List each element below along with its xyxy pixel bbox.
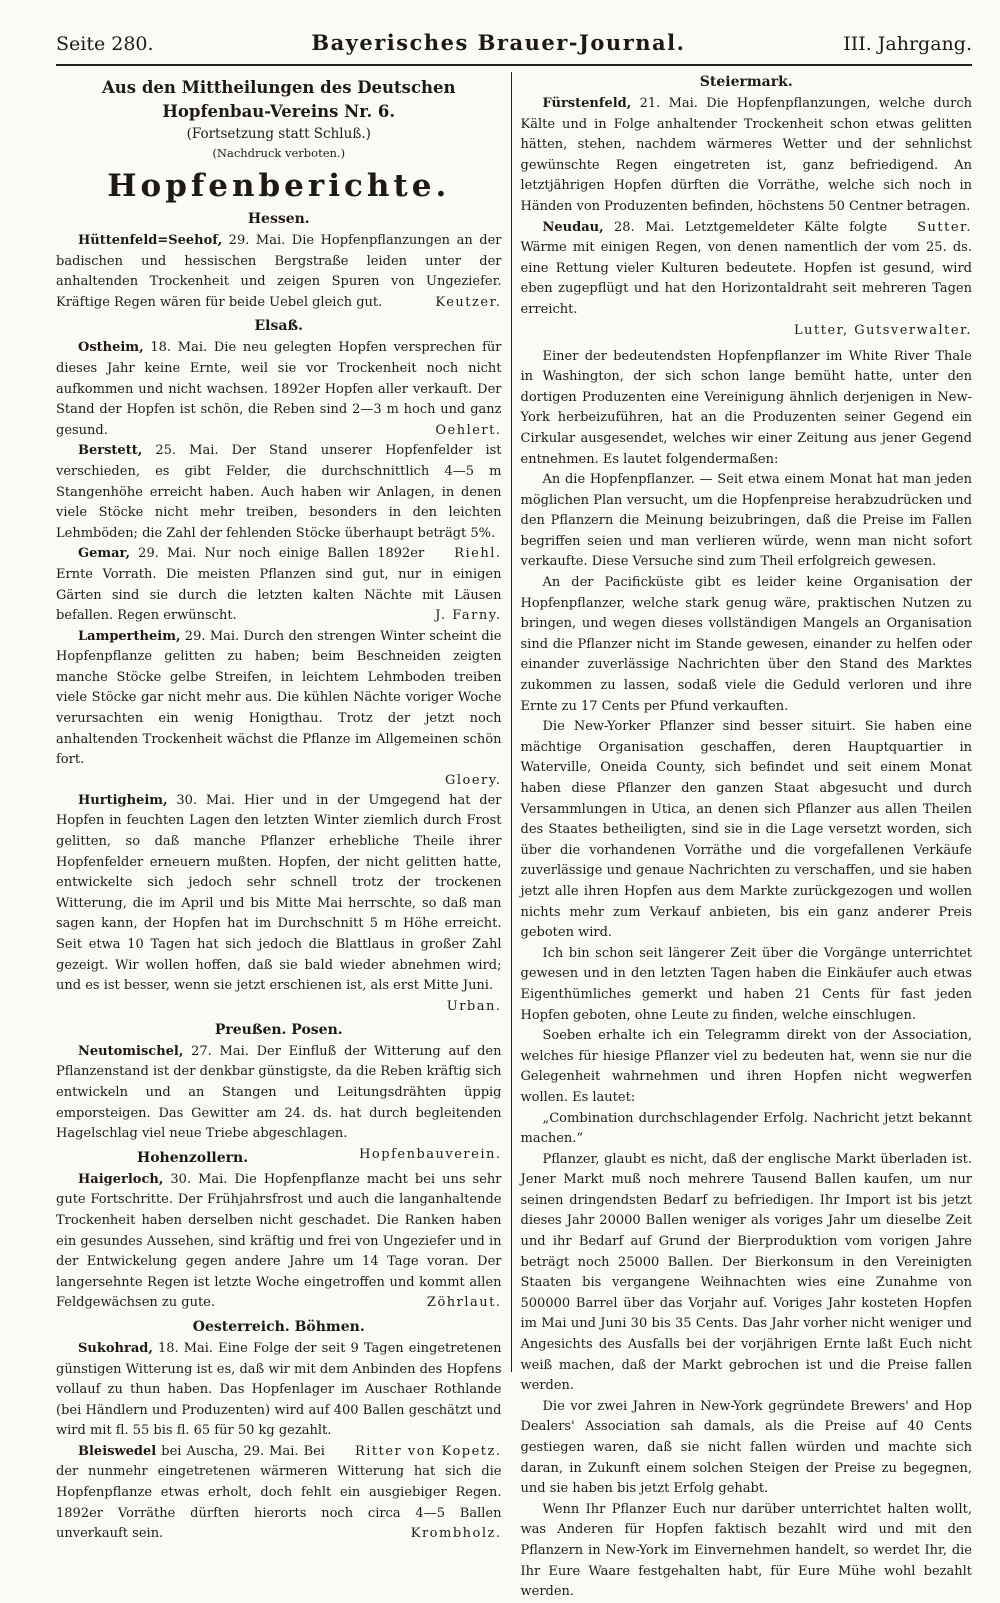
report-text: 21. Mai. Die Hopfenpflanzungen, welche durch Kälte und in Folge anhaltender Trockenheit schon etwas gelitten hätten, stehen, nachdem wärmeres Wetter und der sehnlichst gewünschte Regen eingetreten ist, ganz befriedigend. An letztjährigen Hopfen dürften die Vorräthe, welche sich noch in Händen von Produzenten befinden, höchstens 50 Centner betragen. xyxy=(520,96,972,214)
report-signature: Lutter, Gutsverwalter. xyxy=(794,322,972,338)
report-signature: Riehl. xyxy=(454,546,502,562)
report-place: Berstett, xyxy=(78,443,143,459)
report-signature: Zöhrlaut. xyxy=(426,1295,502,1311)
region-heading-hessen: Hessen. xyxy=(247,211,310,227)
region-heading-steiermark: Steiermark. xyxy=(699,74,793,90)
article-paragraph: Die New-Yorker Pflanzer sind besser situirt. Sie haben eine mächtige Organisation geschaffen, deren Hauptquartier in Waterville, Oneida County, sich befindet und seit einem Monat haben diese Pflanzer den ganzen Staat abgesucht und durch Versammlungen in Utica, an denen sich Pflanzer aus allen Theilen des Staates betheiligten, sind sie in die Lage versetzt worden, sich über die vorhandenen Vorräthe und die vorgefallenen Verkäufe zuverlässige und genaue Nachrichten zu verschaffen, und sie haben jetzt alle ihren Hopfen aus dem Markte zurückgezogen und wollen nichts mehr zum Verkauf anbieten, bis ein ganz anderer Preis geboten wird. xyxy=(520,719,972,941)
report-paragraph xyxy=(56,791,502,997)
report-place: Ostheim, xyxy=(78,340,144,356)
continuation-note: (Fortsetzung statt Schluß.) xyxy=(186,126,371,142)
telegram-quote: „Combination durchschlagender Erfolg. Nachricht jetzt bekannt machen.“ xyxy=(520,1110,972,1147)
report-place: Neudau, xyxy=(542,219,604,235)
report-signature: Oehlert. xyxy=(435,422,502,438)
report-place: Neutomischel, xyxy=(78,1043,184,1059)
article-paragraph: An der Pacificküste gibt es leider keine Organisation der Hopfenpflanzer, welche stark genug wäre, praktischen Nutzen zu bringen, und wegen dieses vollständigen Mangels an Organisation sind die Pflanzer nicht im Stande gewesen, einander zu helfen oder einander zuverlässige Nachrichten über den Stand des Marktes zukommen zu lassen, sodaß viele die Geduld verloren und ihre Ernte zu 17 Cents per Pfund verkauften. xyxy=(520,575,972,714)
article-paragraph: Die vor zwei Jahren in New-York gegründete Brewers' and Hop Dealers' Association sah damals, als die Preise auf 40 Cents gestiegen waren, daß sie nicht fallen würden und machte sich daran, in Zukunft einem solchen Steigen der Preise zu begegnen, und sie haben bis jetzt Erfolg gehabt. xyxy=(520,1398,972,1497)
report-signature: Sutter. xyxy=(917,219,972,235)
article-paragraph: Pflanzer, glaubt es nicht, daß der englische Markt überladen ist. Jener Markt muß noch mehrere Tausend Ballen kaufen, um nur seinen dringendsten Bedarf zu befriedigen. Ihr Import ist bis jetzt dieses Jahr 20000 Ballen weniger als voriges Jahr um dieselbe Zeit und ihr Bedarf auf Grund der Bierproduktion vom vorigen Jahre beträgt noch 25000 Ballen. Der Bierkonsum in den Vereinigten Staaten bis vergangene Weihnachten wies eine Zunahme von 500000 Barrel über das Vorjahr auf. Voriges Jahr kosteten Hopfen im Mai und Juni 30 bis 35 Cents. Das Jahr vorher nicht weniger und Angesichts des Ausfalls bei der vorjährigen Ernte laßt Euch nicht weiß machen, daß der Markt gebrochen ist und die Preise fallen werden. xyxy=(520,1151,972,1394)
right-column xyxy=(512,72,973,1600)
report-signature: Keutzer. xyxy=(435,294,502,310)
report-place: Fürstenfeld, xyxy=(542,96,632,111)
report-place: Bleiswedel xyxy=(78,1443,157,1459)
article-paragraph: Wenn Ihr Pflanzer Euch nur darüber unterrichtet halten wollt, was Anderen für Hopfen faktisch bezahlt wird und mit den Pflanzern in New-York im Einvernehmen handelt, so werdet Ihr, die Ihr Eure Waare festgehalten habt, für Eure Mühe wohl bezahlt werden. xyxy=(520,1501,972,1600)
report-text: bei Auscha, 29. Mai. Bei der nunmehr eingetretenen wärmeren Witterung hat sich die Hopfenpflanze etwas erholt, doch fehlt ein ausgiebiger Regen. 1892er Vorräthe dürften hierorts noch circa 4—5 Ballen unverkauft sein. xyxy=(56,1443,502,1542)
article-paragraph: Einer der bedeutendsten Hopfenpflanzer im White River Thale in Washington, der sich schon lange bemüht hatte, unter den dortigen Produzenten eine Vereinigung ähnlich derjenigen in New-York herbeizuführen, hat an die Produzenten seiner Gegend ein Cirkular ausgesendet, welches wir einer Zeitung aus jener Gegend entnehmen. Es lautet folgendermaßen: xyxy=(520,348,972,467)
report-signature: Gloery. xyxy=(444,772,502,788)
report-paragraph xyxy=(56,1170,502,1314)
running-header xyxy=(56,30,972,66)
article-paragraph: Soeben erhalte ich ein Telegramm direkt von der Association, welches für hiesige Pflanzer viel zu bedeuten hat, wenn sie nur die Gelegenheit wahrnehmen und ihren Hopfen nicht wegwerfen wollen. Es lautet: xyxy=(520,1028,972,1105)
report-place: Sukohrad, xyxy=(78,1340,153,1356)
page-number: Seite 280. xyxy=(56,33,154,55)
report-place: Hurtigheim, xyxy=(78,792,168,808)
report-place: Lampertheim, xyxy=(78,628,181,644)
journal-title: Bayerisches Brauer-Journal. xyxy=(311,30,686,55)
section-heading: Hopfenberichte. xyxy=(107,168,451,204)
report-text: 30. Mai. Hier und in der Umgegend hat der Hopfen in feuchten Lagen den letzten Winter ziemlich durch Frost gelitten, so daß manche Pflanzer erhebliche Theile ihrer Hopfenfelder erneuern mußten. Hopfen, der nicht gelitten hatte, entwickelte sich jedoch sehr schnell trotz der trockenen Witterung, die im April und bis Mitte Mai herrschte, so daß man sagen kann, der Hopfen hat im Durchschnitt 5 m Höhe erreicht. Seit etwa 10 Tagen hat sich jedoch die Blattlaus in großer Zahl gezeigt. Wir wollen hoffen, daß sie bald wieder abnehmen wird; und es ist besser, wenn sie jetzt erschienen ist, als erst Mitte Juni. xyxy=(56,792,502,994)
report-text: 27. Mai. Der Einfluß der Witterung auf den Pflanzenstand ist der denkbar günstigste, da die Reben kräftig sich entwickeln und an Stangen und Leitungsdrähten üppig emporsteigen. Das Gewitter am 24. ds. hat durch begleitenden Hagelschlag viel neue Triebe abgeschlagen. xyxy=(56,1043,502,1142)
report-text: 29. Mai. Nur noch einige Ballen 1892er Ernte Vorrath. Die meisten Pflanzen sind gut, nur in einigen Gärten sind sie durch die letzten kalten Nächte mit Läusen befallen. Regen erwünscht. xyxy=(56,546,502,624)
reprint-note: (Nachdruck verboten.) xyxy=(212,146,346,160)
report-signature: Hopfenbauverein. xyxy=(359,1146,502,1162)
report-place: Gemar, xyxy=(78,546,130,562)
report-text: 25. Mai. Der Stand unserer Hopfenfelder ist verschieden, es gibt Felder, die durchschnittlich 4—5 m Stangenhöhe erreicht haben. Auch haben wir Anlagen, in denen viele Stöcke nicht mehr treiben, besonders in den leichten Lehmböden; die Zahl der fehlenden Stöcke überhaupt beträgt 5%. xyxy=(56,443,502,541)
left-column xyxy=(56,72,511,1542)
report-signature: Ritter von Kopetz. xyxy=(354,1443,502,1459)
report-signature: Krombholz. xyxy=(410,1526,502,1542)
report-text: 18. Mai. Eine Folge der seit 9 Tagen eingetretenen günstigen Witterung ist es, daß wir mit dem Anbinden des Hopfens vollauf zu thun haben. Das Hopfenlager im Auschaer Rothlande (bei Händlern und Produzenten) wird auf 400 Ballen geschätzt und wird mit fl. 55 bis fl. 65 für 50 kg gezahlt. xyxy=(56,1340,502,1439)
columns xyxy=(56,72,972,1600)
report-paragraph xyxy=(56,338,502,441)
article-title: Aus den Mittheilungen des Deutschen Hopfenbau-Vereins Nr. 6. xyxy=(101,78,456,121)
report-paragraph xyxy=(56,231,502,313)
report-text: 28. Mai. Letztgemeldeter Kälte folgte Wärme mit einigen Regen, von denen namentlich der vom 25. ds. eine Rettung vieler Kulturen bedeutete. Hopfen ist gesund, wird eben zugepflügt und hat den Horizontaldraht seit mehreren Tagen erreicht. xyxy=(520,219,972,317)
report-signature: J. Farny. xyxy=(435,608,502,624)
article-paragraph: An die Hopfenpflanzer. — Seit etwa einem Monat hat man jeden möglichen Plan versucht, um die Hopfenpreise herabzudrücken und den Pflanzern die Meinung beizubringen, daß die Preise im Fallen begriffen seien und man verlieren würde, wenn man nicht sofort verkaufte. Diese Versuche sind zum Theil erfolgreich gewesen. xyxy=(520,472,972,570)
report-text: 30. Mai. Die Hopfenpflanze macht bei uns sehr gute Fortschritte. Der Frühjahrsfrost und auch die langanhaltende Trockenheit haben derselben nicht geschadet. Die Ranken haben ein gesundes Aussehen, sind kräftig und frei von Ungeziefer und in der Entwickelung gegen andere Jahre um 14 Tage voran. Der langersehnte Regen ist letzte Woche eingetroffen und kommt allen Feldgewächsen zu gute. xyxy=(56,1171,502,1311)
region-heading-oesterreich: Oesterreich. Böhmen. xyxy=(192,1318,365,1335)
report-text: 29. Mai. Die Hopfenpflanzungen an der badischen und hessischen Bergstraße leiden unter der anhaltenden Trockenheit und zeigen Spuren von Ungeziefer. Kräftige Regen wären für beide Uebel gleich gut. xyxy=(56,233,502,310)
volume-label: III. Jahrgang. xyxy=(843,33,972,55)
article-paragraph: Ich bin schon seit längerer Zeit über die Vorgänge unterrichtet gewesen und in den letzten Tagen haben die Einkäufer auch etwas Eigenthümliches gemerkt und haben 21 Cents für fast jeden Hopfen geboten, ohne Leute zu finden, welche einschlugen. xyxy=(520,945,972,1023)
report-place: Haigerloch, xyxy=(78,1171,164,1187)
report-place: Hüttenfeld=Seehof, xyxy=(78,233,223,248)
report-text: 29. Mai. Durch den strengen Winter scheint die Hopfenpflanze gelitten zu haben; beim Beschneiden zeigten manche Stöcke gelbe Streifen, in leichtem Lehmboden treiben viele Stöcke gar nicht mehr aus. Die kühlen Nächte voriger Woche verursachten ein wenig Honigthau. Trotz der jetzt noch anhaltenden Trockenheit wächst die Pflanze im Allgemeinen schön fort. xyxy=(56,628,502,768)
region-heading-elsass: Elsaß. xyxy=(254,318,303,335)
report-signature: Urban. xyxy=(446,998,502,1014)
report-text: 18. Mai. Die neu gelegten Hopfen versprechen für dieses Jahr keine Ernte, weil sie vor Trockenheit noch nicht aufkommen und nicht wachsen. 1892er Hopfen aller verkauft. Der Stand der Hopfen ist schön, die Reben sind 2—3 m hoch und ganz gesund. xyxy=(56,340,502,438)
region-heading-preussen: Preußen. Posen. xyxy=(214,1021,343,1038)
report-paragraph xyxy=(56,627,502,771)
region-heading-hohenzollern: Hohenzollern. xyxy=(136,1149,249,1166)
